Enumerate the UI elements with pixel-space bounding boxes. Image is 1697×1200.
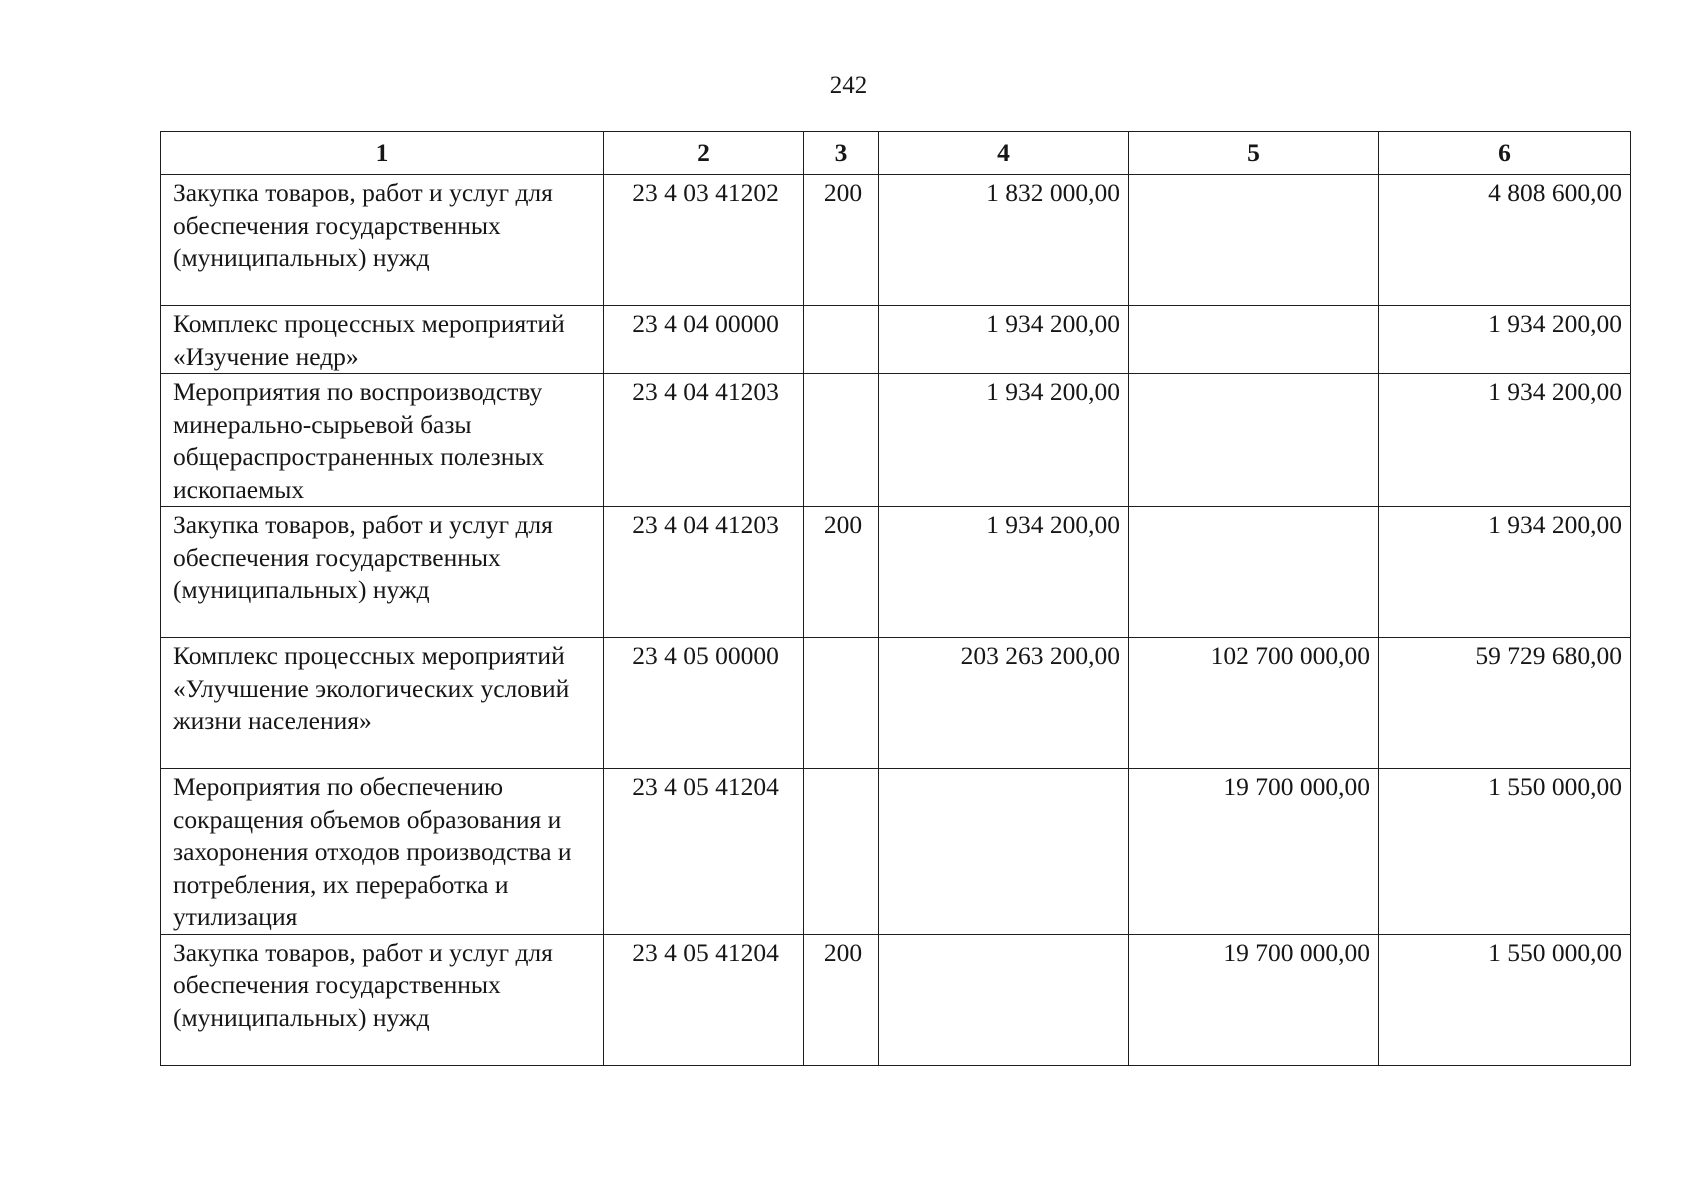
column-header: 2 bbox=[604, 132, 804, 175]
row-col4: 1 934 200,00 bbox=[879, 306, 1129, 374]
table-row bbox=[161, 934, 1631, 1065]
column-header: 4 bbox=[879, 132, 1129, 175]
row-description: Мероприятия по обеспечению сокращения объемов образования и захоронения отходов производства и потребления, их переработка и утилизация bbox=[161, 769, 604, 935]
row-col5 bbox=[1129, 374, 1379, 507]
row-code: 23 4 03 41202 bbox=[604, 175, 804, 306]
row-description: Закупка товаров, работ и услуг для обеспечения государственных (муниципальных) нужд bbox=[161, 507, 604, 638]
row-code: 23 4 05 41204 bbox=[604, 934, 804, 1065]
row-description: Комплекс процессных мероприятий «Улучшение экологических условий жизни населения» bbox=[161, 638, 604, 769]
row-col6: 4 808 600,00 bbox=[1379, 175, 1631, 306]
row-col5: 19 700 000,00 bbox=[1129, 934, 1379, 1065]
budget-table bbox=[160, 131, 1631, 1066]
row-type: 200 bbox=[804, 934, 879, 1065]
column-header: 3 bbox=[804, 132, 879, 175]
row-type bbox=[804, 769, 879, 935]
row-description: Закупка товаров, работ и услуг для обеспечения государственных (муниципальных) нужд bbox=[161, 175, 604, 306]
row-type bbox=[804, 374, 879, 507]
row-code: 23 4 04 41203 bbox=[604, 507, 804, 638]
row-code: 23 4 05 41204 bbox=[604, 769, 804, 935]
row-col5: 102 700 000,00 bbox=[1129, 638, 1379, 769]
row-col6: 1 934 200,00 bbox=[1379, 507, 1631, 638]
page-number: 242 bbox=[829, 72, 868, 99]
row-col6: 1 550 000,00 bbox=[1379, 769, 1631, 935]
row-col4: 1 934 200,00 bbox=[879, 507, 1129, 638]
table-row bbox=[161, 175, 1631, 306]
table-row bbox=[161, 507, 1631, 638]
table-body bbox=[161, 175, 1631, 1066]
row-col4 bbox=[879, 769, 1129, 935]
row-type: 200 bbox=[804, 175, 879, 306]
row-description: Мероприятия по воспроизводству минерально-сырьевой базы общераспространенных полезных ископаемых bbox=[161, 374, 604, 507]
row-type bbox=[804, 638, 879, 769]
row-code: 23 4 04 41203 bbox=[604, 374, 804, 507]
row-col5 bbox=[1129, 175, 1379, 306]
table-row bbox=[161, 374, 1631, 507]
row-description: Комплекс процессных мероприятий «Изучение недр» bbox=[161, 306, 604, 374]
row-col5 bbox=[1129, 306, 1379, 374]
table-row bbox=[161, 638, 1631, 769]
row-col4: 203 263 200,00 bbox=[879, 638, 1129, 769]
row-code: 23 4 04 00000 bbox=[604, 306, 804, 374]
row-type bbox=[804, 306, 879, 374]
table-header bbox=[161, 132, 1631, 175]
row-code: 23 4 05 00000 bbox=[604, 638, 804, 769]
row-col5: 19 700 000,00 bbox=[1129, 769, 1379, 935]
row-type: 200 bbox=[804, 507, 879, 638]
table-row bbox=[161, 769, 1631, 935]
column-header: 1 bbox=[161, 132, 604, 175]
row-col6: 1 550 000,00 bbox=[1379, 934, 1631, 1065]
header-row bbox=[161, 132, 1631, 175]
row-col6: 59 729 680,00 bbox=[1379, 638, 1631, 769]
row-col6: 1 934 200,00 bbox=[1379, 374, 1631, 507]
column-header: 5 bbox=[1129, 132, 1379, 175]
row-description: Закупка товаров, работ и услуг для обеспечения государственных (муниципальных) нужд bbox=[161, 934, 604, 1065]
row-col4: 1 934 200,00 bbox=[879, 374, 1129, 507]
row-col4 bbox=[879, 934, 1129, 1065]
row-col4: 1 832 000,00 bbox=[879, 175, 1129, 306]
table-row bbox=[161, 306, 1631, 374]
row-col6: 1 934 200,00 bbox=[1379, 306, 1631, 374]
row-col5 bbox=[1129, 507, 1379, 638]
column-header: 6 bbox=[1379, 132, 1631, 175]
